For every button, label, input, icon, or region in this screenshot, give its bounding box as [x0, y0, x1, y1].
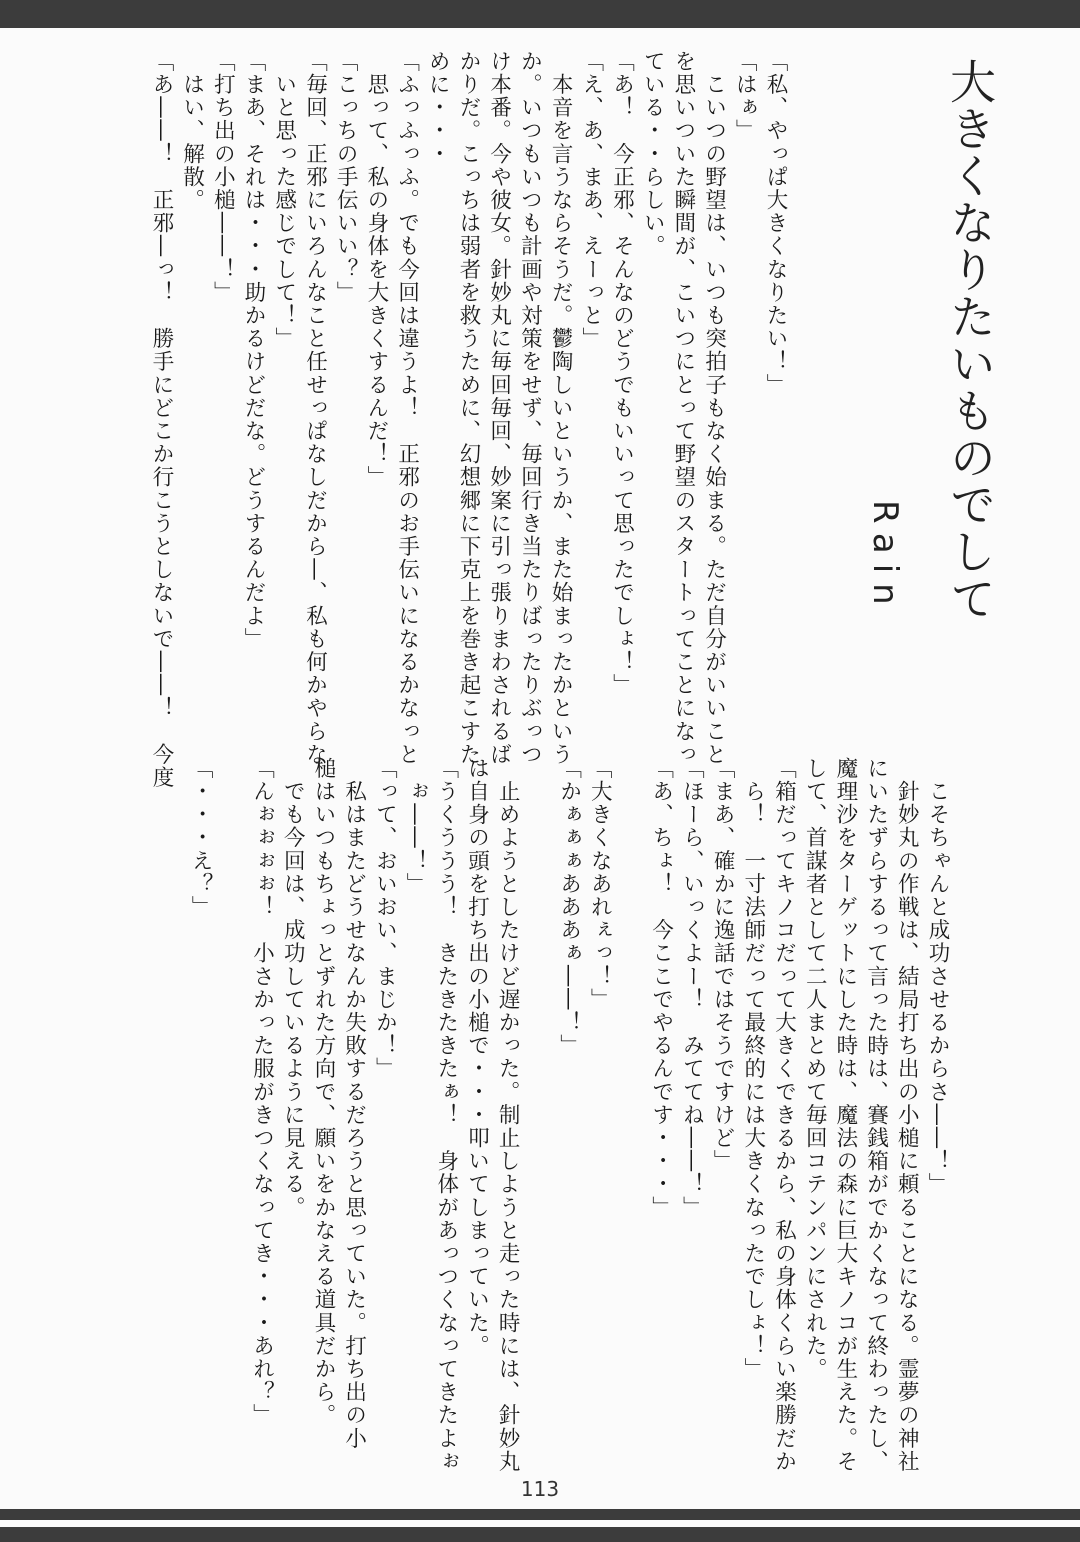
text-line: はい、解散。	[179, 50, 205, 212]
text-line: 「はぁ」	[732, 50, 758, 143]
text-line: 思って、私の身体を大きくするんだ！」	[363, 50, 389, 489]
text-line: 「・・・え？」	[188, 757, 214, 919]
text-line: こそちゃんと成功させるからさ――！」	[925, 757, 950, 1196]
text-line: 「大きくなあれぇっ！」	[587, 757, 613, 1012]
text-line: 「ほーら、いっくよー！ みててね――！」	[679, 757, 705, 1219]
text-line: 「打ち出の小槌――！」	[210, 50, 236, 305]
text-line: ら！ 一寸法師だって最終的には大きくなったでしょ！」	[740, 757, 766, 1381]
text-line: は自身の頭を打ち出の小槌で・・・叩いてしまっていた。	[464, 757, 490, 1358]
story-title: 大きくなりたいものでして	[943, 58, 997, 622]
text-line: 「まあ、確かに逸話ではそうですけど」	[710, 757, 736, 1173]
text-line: か。いつもいつも計画や対策をせず、毎回行き当たりばったりぶっつ	[517, 50, 543, 767]
text-line: 止めようとしたけど遅かった。制止しようと走った時には、針妙丸	[495, 757, 521, 1474]
text-line: 「まあ、それは・・・助かるけどだな。どうするんだよ」	[241, 50, 267, 651]
text-line: 「あ――！ 正邪―っ！ 勝手にどこか行こうとしないで――！ 今度	[148, 50, 174, 790]
text-line: でも今回は、成功しているように見える。	[280, 757, 306, 1219]
author-name: Rain	[865, 500, 905, 615]
text-line: 「私、やっぱ大きくなりたい！」	[763, 50, 788, 397]
text-line: こいつの野望は、いつも突拍子もなく始まる。ただ自分がいいこと	[701, 50, 727, 767]
text-line: 「あ！ 今正邪、そんなのどうでもいいって思ったでしょ！」	[609, 50, 635, 697]
text-line: 「って、おいおい、まじか！」	[372, 757, 398, 1081]
text-line: かりだ。こっちは弱者を救うために、幻想郷に下克上を巻き起こすた	[455, 50, 481, 767]
text-line: 本音を言うならそうだ。鬱陶しいというか、また始まったかという	[548, 50, 574, 767]
upper-text-block	[145, 50, 790, 790]
text-line: 「箱だってキノコだって大きくできるから、私の身体くらい楽勝だか	[771, 757, 797, 1474]
text-line: ている・・らしい。	[640, 50, 666, 258]
text-line: めに・・・	[425, 50, 451, 166]
text-line: 「毎回、正邪にいろんなこと任せっぱなしだから―、私も何かやらな	[302, 50, 328, 767]
page-number: 113	[520, 1477, 560, 1501]
text-line: にいたずらするって言った時は、賽銭箱がでかくなって終わったし、	[863, 757, 889, 1474]
text-line	[614, 757, 645, 1457]
lower-text-block	[184, 757, 952, 1474]
text-line: 針妙丸の作戦は、結局打ち出の小槌に頼ることになる。霊夢の神社	[894, 757, 920, 1474]
text-line: 「んぉぉぉぉ！ 小さかった服がきつくなってき・・・あれ？」	[249, 757, 275, 1427]
bottom-border-bar-thick	[0, 1527, 1080, 1542]
text-line: ぉ――！」	[403, 757, 429, 896]
text-line: を思いついた瞬間が、こいつにとって野望のスタートってことになっ	[670, 50, 696, 767]
text-line: 魔理沙をターゲットにした時は、魔法の森に巨大キノコが生えた。そ	[832, 757, 858, 1474]
text-line: け本番。今や彼女。針妙丸に毎回毎回、妙案に引っ張りまわされるば	[486, 50, 512, 767]
text-line: 「こっちの手伝いい？」	[333, 50, 359, 305]
text-line: 「え、あ、まあ、えーっと」	[578, 50, 604, 351]
text-line: 「かぁぁぁあああぁ――！」	[556, 757, 582, 1058]
bottom-border-bar	[0, 1509, 1080, 1520]
top-border-bar	[0, 0, 1080, 28]
text-line: いと思った感じでして！」	[271, 50, 297, 351]
text-line: 私はまたどうせなんか失敗するだろうと思っていた。打ち出の小	[341, 757, 367, 1450]
text-line: 「うくううう！ きたきたきたぁ！ 身体があっつくなってきたよぉ	[433, 757, 459, 1474]
text-line	[215, 757, 246, 1457]
text-line: 槌はいつもちょっとずれた方向で、願いをかなえる道具だから。	[310, 757, 336, 1427]
text-line	[522, 757, 553, 1457]
text-line: 「あ、ちょ！ 今ここでやるんです・・・」	[648, 757, 674, 1219]
text-line: 「ふっふっふ。でも今回は違うよ！ 正邪のお手伝いになるかなっと	[394, 50, 420, 767]
text-line: して、首謀者として二人まとめて毎回コテンパンにされた。	[802, 757, 828, 1381]
